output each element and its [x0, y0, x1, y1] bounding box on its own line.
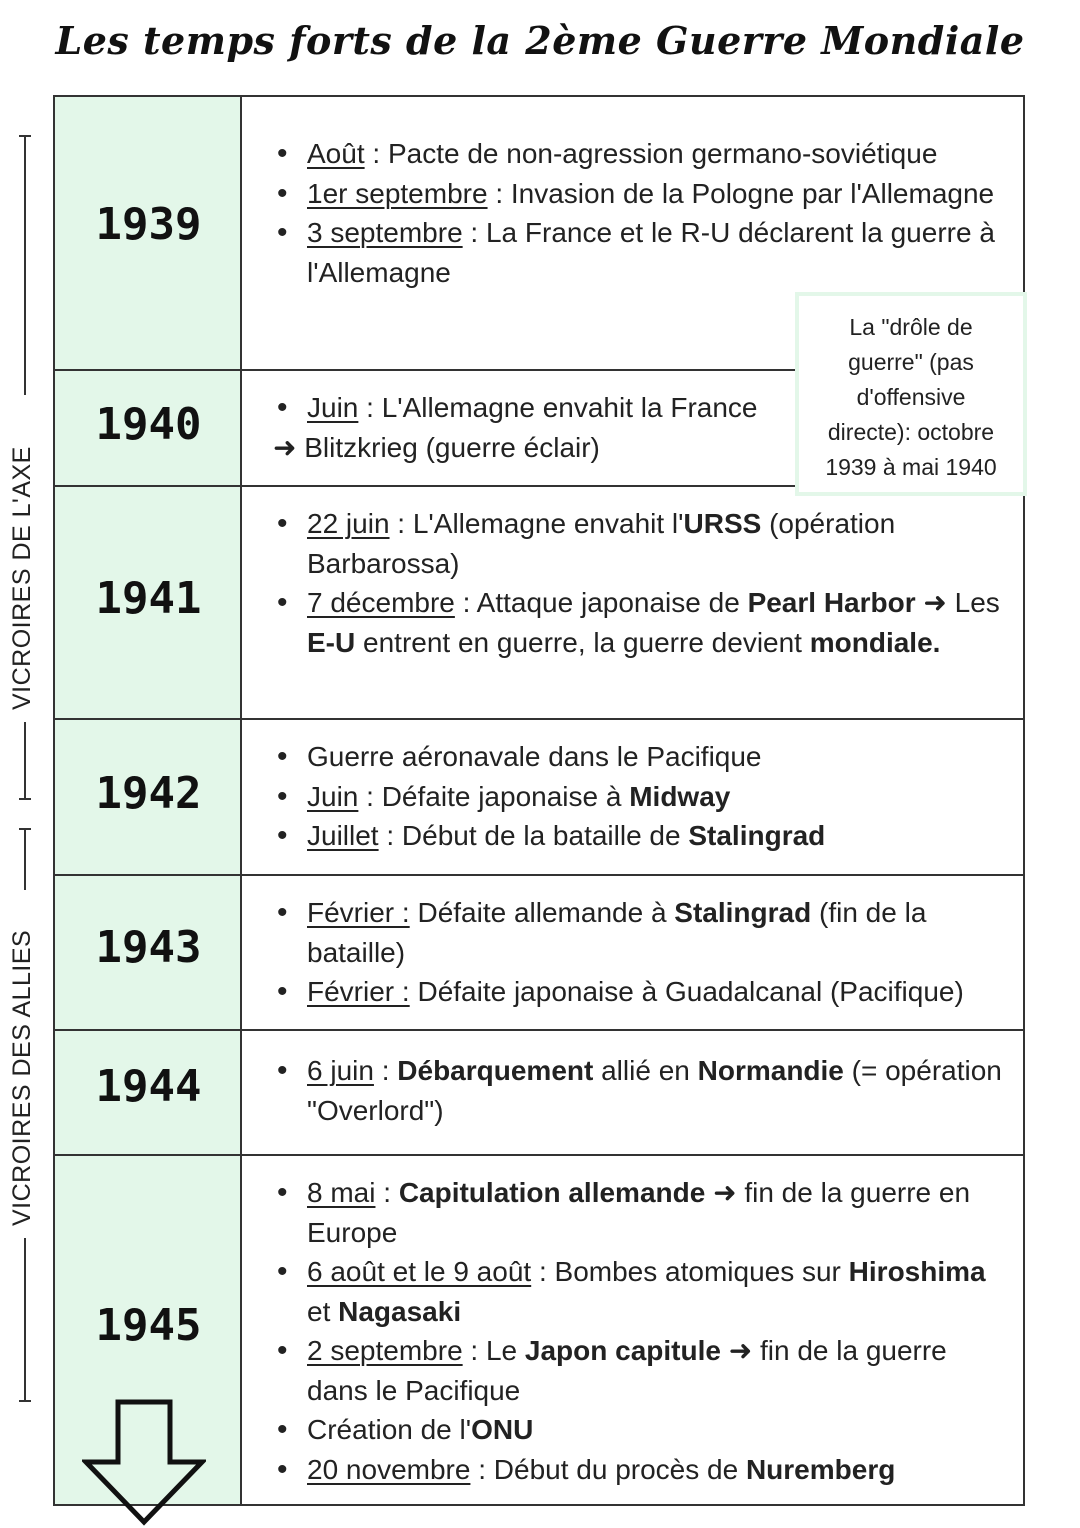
event-text: (= opération "Overlord") — [307, 1055, 1002, 1126]
event-keyword: Stalingrad — [688, 820, 826, 851]
axis-bracket-cap-bottom — [19, 798, 31, 800]
event-item — [277, 134, 1013, 174]
event-item — [277, 737, 1013, 777]
event-text: : Invasion de la Pologne par l'Allemagne — [487, 177, 995, 209]
year-label: 1939 — [95, 199, 202, 250]
event-item — [277, 1051, 1013, 1130]
allies-bracket-line — [24, 1238, 26, 1402]
event-list — [277, 504, 1013, 662]
event-keyword: Hiroshima — [848, 1256, 986, 1287]
event-keyword: Pearl Harbor — [747, 587, 916, 618]
event-date: 8 mai — [307, 1177, 376, 1208]
event-list — [277, 1173, 1013, 1489]
event-text: (fin de la bataille) — [307, 897, 927, 968]
event-text: : Défaite japonaise à — [358, 780, 630, 812]
event-keyword: Stalingrad — [674, 897, 812, 928]
allies-victories-label: VICROIRES DES ALLIES — [8, 929, 36, 1226]
event-date: 7 décembre — [307, 587, 455, 618]
event-text: : Attaque japonaise de — [454, 587, 748, 618]
event-date: Février : — [307, 976, 410, 1007]
note-line: directe): octobre — [827, 419, 995, 445]
timeline-row — [55, 1031, 1023, 1156]
event-text: ➜ fin de la guerre dans le Pacifique — [307, 1335, 947, 1406]
event-date: 22 juin — [307, 508, 390, 539]
event-item — [277, 583, 1013, 662]
allies-bracket-line-top — [24, 828, 26, 890]
event-list — [277, 893, 1013, 1012]
event-list — [277, 1051, 1013, 1130]
event-list — [277, 737, 1013, 856]
event-text: entrent en guerre, la guerre devient — [355, 626, 810, 658]
axis-bracket-cap — [19, 135, 31, 137]
event-keyword: Capitulation allemande — [398, 1177, 706, 1208]
event-item — [277, 777, 1013, 817]
event-item — [277, 1410, 1013, 1450]
event-item — [277, 174, 1013, 214]
event-item — [277, 1173, 1013, 1252]
event-keyword: ONU — [471, 1414, 534, 1445]
event-item — [277, 893, 1013, 972]
event-text: Défaite allemande à — [409, 897, 675, 928]
event-item — [277, 504, 1013, 583]
event-text: : Début du procès de — [470, 1453, 746, 1485]
event-date: Juin — [307, 392, 359, 423]
event-date: 6 juin — [307, 1055, 374, 1086]
event-date: 2 septembre — [307, 1335, 463, 1366]
year-label: 1944 — [95, 1061, 202, 1112]
event-text: Création de l' — [307, 1414, 472, 1445]
event-text: et — [307, 1295, 339, 1327]
phoney-war-note — [795, 292, 1027, 496]
event-text: : Le — [462, 1335, 525, 1366]
event-text: : — [373, 1055, 398, 1086]
timeline-row — [55, 720, 1023, 876]
event-list — [277, 134, 1013, 292]
note-line: La "drôle de — [849, 314, 973, 340]
event-keyword: Japon capitule — [524, 1335, 721, 1366]
year-label: 1941 — [95, 573, 202, 624]
blitzkrieg-line: ➜ Blitzkrieg (guerre éclair) — [273, 431, 600, 463]
event-text: : Pacte de non-agression germano-soviétique — [364, 138, 938, 169]
event-keyword: URSS — [683, 508, 762, 539]
down-arrow-icon — [82, 1398, 206, 1526]
note-line: d'offensive — [856, 384, 966, 410]
axis-bracket-line-bottom — [24, 722, 26, 798]
event-date: Juillet — [307, 820, 379, 851]
year-label: 1940 — [95, 399, 202, 450]
page-title: Les temps forts de la 2ème Guerre Mondiale — [55, 18, 1025, 63]
event-text: ➜ Les — [915, 587, 1000, 618]
event-text: ➜ fin de la guerre en Europe — [307, 1177, 971, 1248]
allies-bracket-cap — [19, 1400, 31, 1402]
event-date: 20 novembre — [307, 1453, 471, 1485]
event-date: Juin — [307, 780, 359, 812]
event-date: Août — [307, 138, 365, 169]
event-date: 6 août et le 9 août — [307, 1256, 532, 1287]
event-text: allié en — [593, 1055, 698, 1086]
event-item — [277, 1450, 1013, 1490]
axis-victories-label: VICROIRES DE L'AXE — [8, 446, 36, 710]
timeline-row — [55, 876, 1023, 1031]
event-keyword: Nagasaki — [338, 1295, 462, 1327]
event-text: Guerre aéronavale dans le Pacifique — [307, 741, 762, 772]
event-keyword: Nuremberg — [745, 1453, 896, 1485]
year-label: 1945 — [95, 1300, 202, 1351]
event-text: Défaite japonaise à Guadalcanal (Pacifique) — [409, 976, 964, 1007]
event-text: : L'Allemagne envahit l' — [389, 508, 684, 539]
event-text: (opération Barbarossa) — [307, 508, 896, 579]
event-date: 3 septembre — [307, 217, 463, 248]
event-text: : L'Allemagne envahit la France — [358, 392, 758, 423]
event-text: : Bombes atomiques sur — [531, 1256, 849, 1287]
event-date: Février : — [307, 897, 410, 928]
timeline-row — [55, 487, 1023, 720]
year-label: 1943 — [95, 922, 202, 973]
event-text: : Début de la bataille de — [378, 820, 689, 851]
event-item — [277, 816, 1013, 856]
note-line: guerre" (pas — [848, 349, 974, 375]
event-keyword: Midway — [629, 780, 731, 812]
event-item — [277, 213, 1013, 292]
event-item — [277, 1331, 1013, 1410]
event-date: 1er septembre — [307, 177, 488, 209]
axis-bracket-line — [24, 135, 26, 395]
event-item — [277, 1252, 1013, 1331]
event-keyword: mondiale. — [809, 626, 941, 658]
year-label: 1942 — [95, 768, 202, 819]
event-text: : La France et le R-U déclarent la guerre à l'Allemagne — [307, 217, 995, 288]
event-text: : — [375, 1177, 399, 1208]
event-keyword: Normandie — [697, 1055, 844, 1086]
note-line: 1939 à mai 1940 — [825, 454, 997, 480]
event-item — [277, 972, 1013, 1012]
event-keyword: E-U — [307, 626, 356, 658]
event-keyword: Débarquement — [397, 1055, 594, 1086]
